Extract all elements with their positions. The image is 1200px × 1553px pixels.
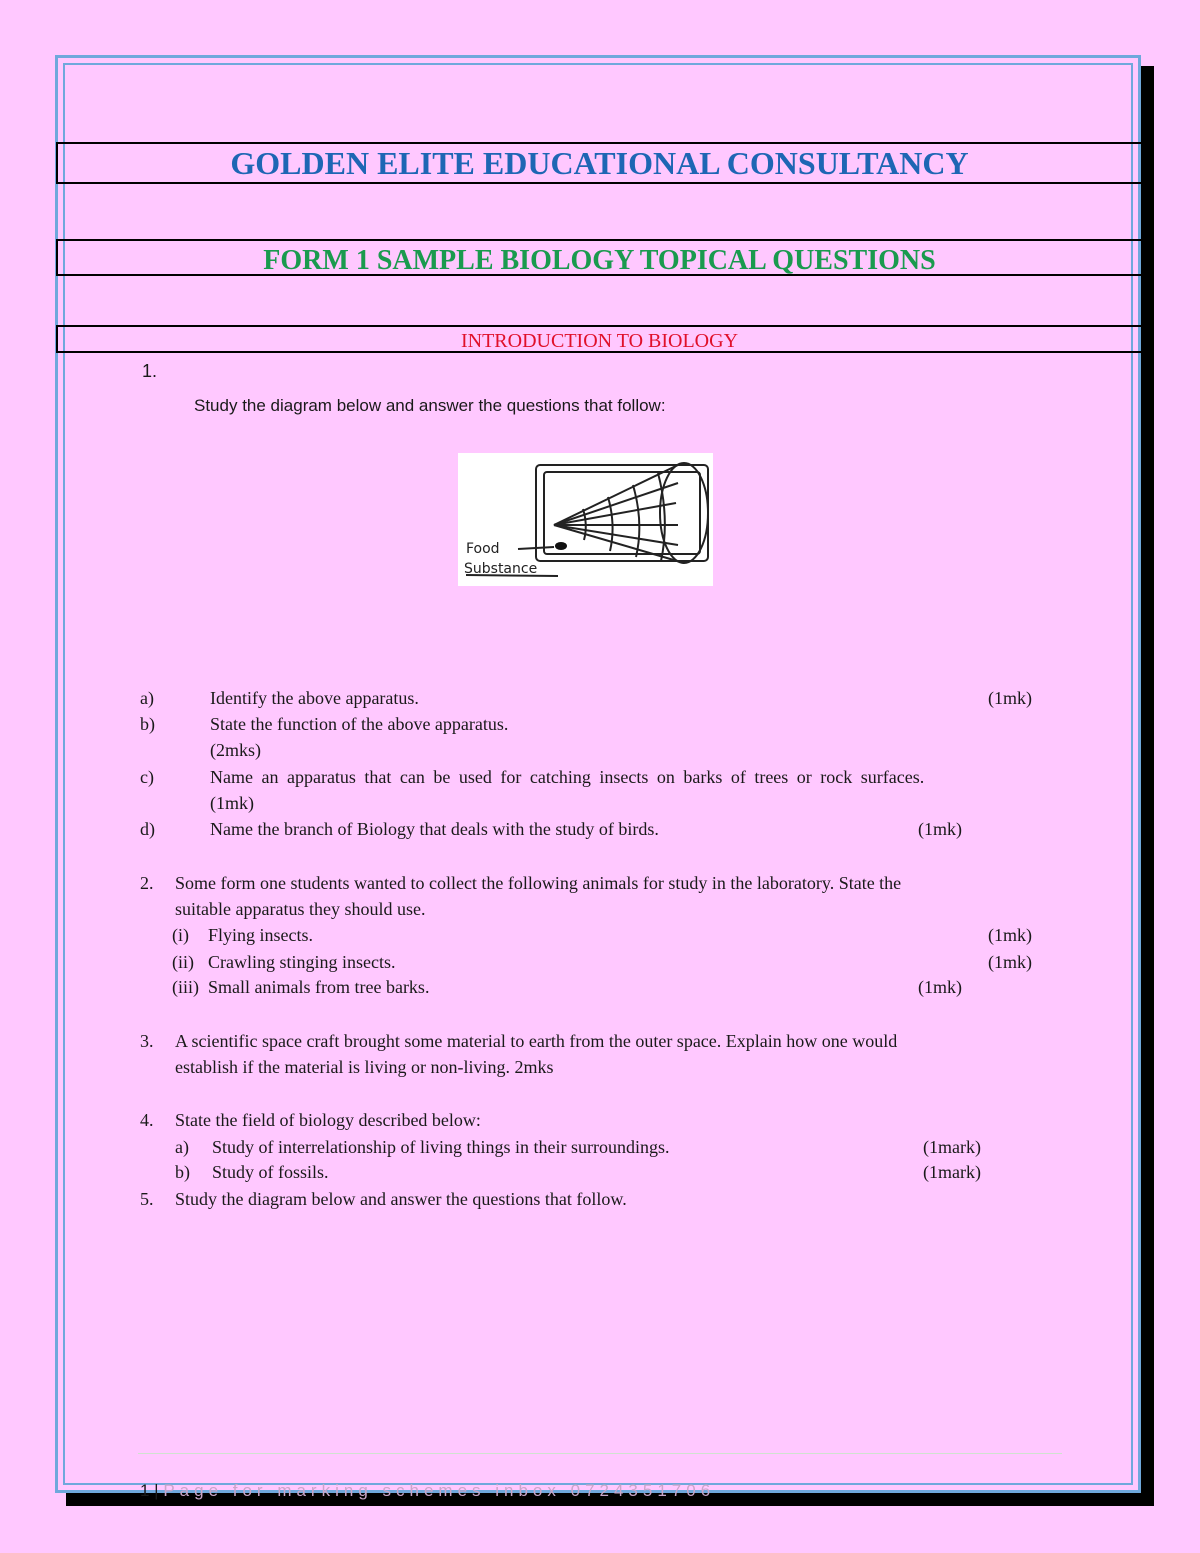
q1-part-d-marks: (1mk) [918, 819, 962, 839]
q4-item-a-letter: a) [175, 1137, 189, 1157]
page-number: 1 | [140, 1481, 159, 1500]
q1-part-c-letter: c) [140, 767, 154, 787]
question-2-text-line2: suitable apparatus they should use. [175, 899, 426, 919]
q2-item-ii-marks: (1mk) [988, 952, 1032, 972]
footer-text: Page for marking schemes inbox 0724351706 [163, 1481, 716, 1500]
q2-item-i-num: (i) [172, 925, 189, 945]
q4-item-b-letter: b) [175, 1162, 190, 1182]
q1-part-c-marks: (1mk) [210, 793, 254, 813]
question-3-text-line1: A scientific space craft brought some material to earth from the outer space. Explain how one would [175, 1031, 898, 1051]
q1-part-c-text: Name an apparatus that can be used for catching insects on barks of trees or rock surfaces. [210, 767, 925, 787]
question-3-number: 3. [140, 1031, 154, 1051]
figure-label-food: Food [466, 541, 500, 557]
q2-item-iii-num: (iii) [172, 977, 199, 997]
question-2-text-line1: Some form one students wanted to collect the following animals for study in the laboratory. State the [175, 873, 902, 893]
q2-item-i-marks: (1mk) [988, 925, 1032, 945]
q1-part-d-text: Name the branch of Biology that deals with the study of birds. [210, 819, 659, 839]
question-1-number: 1. [142, 361, 158, 381]
q1-part-b-letter: b) [140, 714, 155, 734]
q2-item-iii-text: Small animals from tree barks. [208, 977, 430, 997]
figure-label-substance: Substance [464, 561, 538, 577]
sweep-net-diagram [458, 453, 713, 586]
q4-item-a-marks: (1mark) [923, 1137, 981, 1157]
q1-part-a-text: Identify the above apparatus. [210, 688, 419, 708]
org-title: GOLDEN ELITE EDUCATIONAL CONSULTANCY [56, 142, 1143, 184]
q2-item-ii-text: Crawling stinging insects. [208, 952, 396, 972]
document-subtitle: FORM 1 SAMPLE BIOLOGY TOPICAL QUESTIONS [56, 239, 1143, 276]
question-5-text: Study the diagram below and answer the questions that follow. [175, 1189, 627, 1209]
q4-item-b-text: Study of fossils. [212, 1162, 329, 1182]
question-4-number: 4. [140, 1110, 154, 1130]
q1-part-b-text: State the function of the above apparatus. [210, 714, 509, 734]
q2-item-ii-num: (ii) [172, 952, 194, 972]
q4-item-b-marks: (1mark) [923, 1162, 981, 1182]
q1-part-b-marks: (2mks) [210, 740, 261, 760]
q2-item-i-text: Flying insects. [208, 925, 314, 945]
q4-item-a-text: Study of interrelationship of living things in their surroundings. [212, 1137, 670, 1157]
q1-part-d-letter: d) [140, 819, 155, 839]
question-4-text: State the field of biology described below: [175, 1110, 481, 1130]
q1-part-a-marks: (1mk) [988, 688, 1032, 708]
topic-heading: INTRODUCTION TO BIOLOGY [56, 325, 1143, 353]
question-2-number: 2. [140, 873, 154, 893]
q1-part-a-letter: a) [140, 688, 154, 708]
question-1-instruction: Study the diagram below and answer the questions that follow: [194, 396, 666, 415]
page-footer [140, 1481, 715, 1501]
question-5-number: 5. [140, 1189, 154, 1209]
question-3-text-line2: establish if the material is living or non-living. 2mks [175, 1057, 554, 1077]
footer-divider [138, 1453, 1062, 1454]
q2-item-iii-marks: (1mk) [918, 977, 962, 997]
